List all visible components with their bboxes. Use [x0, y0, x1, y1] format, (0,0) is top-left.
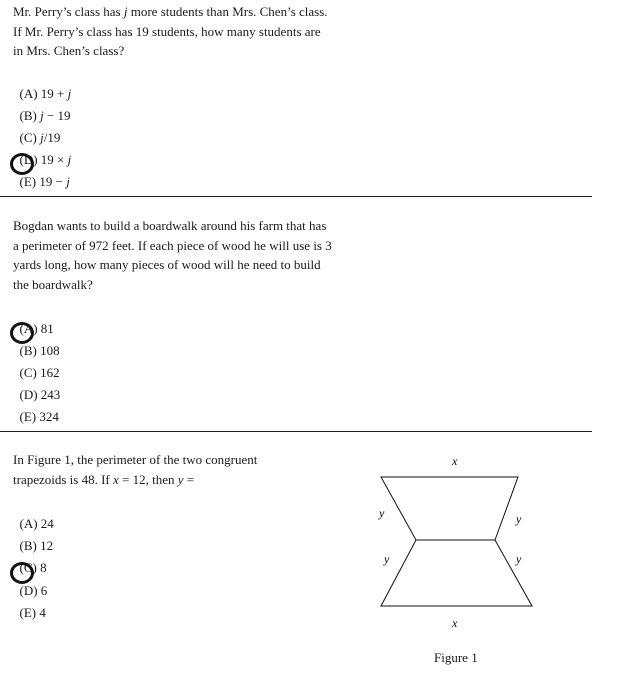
option-value: 324 [39, 409, 59, 424]
divider-2 [0, 431, 592, 432]
option-value: 162 [40, 365, 60, 380]
option-value: 12 [40, 538, 54, 553]
option-value: j/19 [40, 130, 61, 145]
label-y-upper-right: y [516, 512, 522, 526]
divider-1 [0, 196, 592, 197]
q3-option-e [13, 586, 46, 622]
option-letter: (A) [19, 86, 38, 101]
option-value: j − 19 [40, 108, 71, 123]
option-value: 81 [40, 321, 54, 336]
label-y-lower-right: y [516, 552, 522, 566]
figure-1-trapezoids [360, 450, 560, 670]
option-value: 8 [40, 560, 47, 575]
option-value: 19 × j [40, 152, 72, 167]
question-2-stem: Bogdan wants to build a boardwalk around his farm that has a perimeter of 972 feet. If each piece of wood he will use is 3 yards long, how many pieces of wood will he need to build the boardwalk? [13, 218, 332, 292]
label-x-bottom: x [452, 616, 458, 630]
label-y-upper-left: y [379, 506, 385, 520]
lower-trapezoid [381, 540, 532, 606]
figure-caption: Figure 1 [434, 650, 478, 665]
q3-stem-line-2: trapezoids is 48. If x = 12, then y = [13, 471, 195, 487]
option-letter: (B) [19, 108, 37, 123]
option-letter: (E) [19, 174, 37, 189]
option-value: 4 [39, 605, 46, 620]
option-value: 24 [40, 516, 54, 531]
label-y-lower-left: y [384, 552, 390, 566]
q1-stem-part-2: more students than Mrs. Chen’s class. If Mr. Perry’s class has 19 students, how many students are in Mrs. Chen’s class? [13, 4, 328, 58]
q2-option-e [13, 390, 59, 426]
option-letter: (E) [19, 605, 37, 620]
option-value: 19 − j [39, 174, 70, 189]
option-letter: (D) [19, 152, 38, 167]
option-letter: (C) [19, 365, 37, 380]
option-letter: (B) [19, 538, 37, 553]
answer-circle-q2 [10, 322, 34, 344]
option-letter: (A) [19, 516, 38, 531]
q1-stem-part-1: Mr. Perry’s class has [13, 4, 124, 19]
option-letter: (D) [19, 583, 38, 598]
option-letter: (C) [19, 560, 37, 575]
q1-stem-variable: j [123, 4, 128, 19]
option-letter: (B) [19, 343, 37, 358]
option-value: 243 [40, 387, 61, 402]
option-letter: (A) [19, 321, 38, 336]
option-letter: (C) [19, 130, 37, 145]
upper-trapezoid [381, 477, 518, 540]
q3-stem-line-1: In Figure 1, the perimeter of the two congruent [13, 452, 258, 467]
option-value: 108 [40, 343, 60, 358]
option-letter: (E) [19, 409, 37, 424]
answer-circle-q1 [10, 153, 34, 175]
label-x-top: x [452, 454, 458, 468]
question-3-stem [13, 450, 333, 489]
option-value: 6 [40, 583, 48, 598]
option-value: 19 + j [40, 86, 72, 101]
option-letter: (D) [19, 387, 38, 402]
question-1-stem [13, 2, 333, 61]
answer-circle-q3 [10, 562, 34, 584]
